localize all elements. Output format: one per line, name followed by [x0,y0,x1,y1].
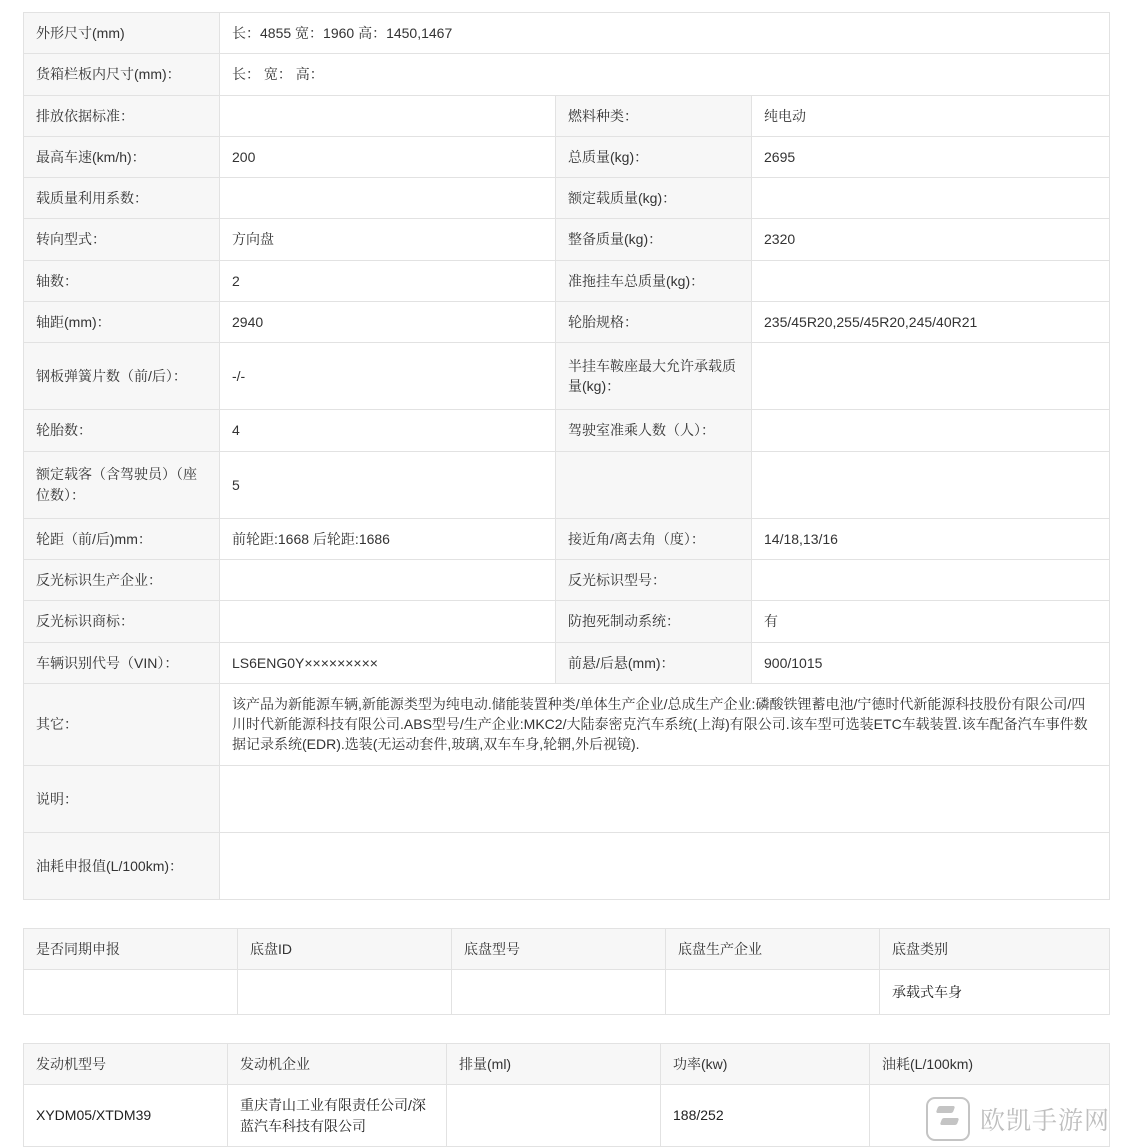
spec-value-other: 该产品为新能源车辆,新能源类型为纯电动.储能装置种类/单体生产企业/总成生产企业:磷酸铁锂蓄电池/宁德时代新能源科技股份有限公司/四川时代新能源科技有限公司.ABS型号/生产企业:MKC2/大陆泰密克汽车系统(上海)有限公司.该车型可选装ETC车载装置.该车配备汽车事件数据记录系统(EDR).选装(无运动套件,玻璃,双车车身,轮辋,外后视镜). [220,683,1110,765]
spec-label: 车辆识别代号（VIN）： [24,642,220,683]
spec-label: 接近角/离去角（度）： [556,518,752,559]
spec-value: 前轮距:1668 后轮距:1686 [220,518,556,559]
spec-value [752,178,1110,219]
spec-value [220,95,556,136]
spec-value: 235/45R20,255/45R20,245/40R21 [752,302,1110,343]
table-row [24,970,1110,1015]
spec-label: 前悬/后悬(mm)： [556,642,752,683]
spec-label: 轴数： [24,260,220,301]
table-row [24,302,1110,343]
table-row [24,642,1110,683]
spec-value [220,178,556,219]
spec-label: 外形尺寸(mm) [24,13,220,54]
spec-value [752,260,1110,301]
spec-value [752,451,1110,518]
table-row [24,343,1110,410]
column-header: 发动机型号 [24,1044,228,1085]
spec-label: 轮胎规格： [556,302,752,343]
document-page [0,12,1132,1147]
table-row [24,178,1110,219]
spec-value: 长： 宽： 高： [220,54,1110,95]
table-cell: XYDM05/XTDM39 [24,1085,228,1147]
table-cell [238,970,452,1015]
spec-label: 燃料种类： [556,95,752,136]
spec-value: 5 [220,451,556,518]
spec-label: 额定载客（含驾驶员）（座位数）： [24,451,220,518]
spec-label: 额定载质量(kg)： [556,178,752,219]
table-cell [870,1085,1110,1147]
table-cell [666,970,880,1015]
spec-label: 整备质量(kg)： [556,219,752,260]
spec-label: 最高车速(km/h)： [24,136,220,177]
spec-value [220,832,1110,899]
chassis-table [23,928,1110,1015]
spec-label: 轮胎数： [24,410,220,451]
spec-label [556,451,752,518]
spec-value: 长：4855 宽：1960 高：1450,1467 [220,13,1110,54]
spec-value: 2940 [220,302,556,343]
column-header: 底盘型号 [452,928,666,969]
table-row [24,136,1110,177]
table-row [24,451,1110,518]
engine-table [23,1043,1110,1147]
spec-value [752,410,1110,451]
table-cell [452,970,666,1015]
table-header-row [24,1044,1110,1085]
table-row [24,765,1110,832]
table-row [24,219,1110,260]
spec-label: 准拖挂车总质量(kg)： [556,260,752,301]
table-row [24,683,1110,765]
column-header: 底盘生产企业 [666,928,880,969]
spec-value [220,559,556,600]
spec-label: 驾驶室准乘人数（人）： [556,410,752,451]
spec-value: 2 [220,260,556,301]
table-row [24,559,1110,600]
spec-label: 轮距（前/后)mm： [24,518,220,559]
table-row [24,601,1110,642]
column-header: 是否同期申报 [24,928,238,969]
spec-value [220,765,1110,832]
spec-label: 货箱栏板内尺寸(mm)： [24,54,220,95]
table-cell [24,970,238,1015]
spec-value: 2320 [752,219,1110,260]
spec-label: 总质量(kg)： [556,136,752,177]
column-header: 底盘类别 [880,928,1110,969]
table-cell [447,1085,661,1147]
spec-value [752,559,1110,600]
table-cell: 承载式车身 [880,970,1110,1015]
vehicle-spec-table [23,12,1110,900]
table-row [24,260,1110,301]
table-cell: 重庆青山工业有限责任公司/深蓝汽车科技有限公司 [228,1085,447,1147]
spec-label: 反光标识生产企业： [24,559,220,600]
table-row [24,54,1110,95]
spec-label: 说明： [24,765,220,832]
table-row [24,1085,1110,1147]
spec-label: 钢板弹簧片数（前/后）： [24,343,220,410]
spec-value: LS6ENG0Y××××××××× [220,642,556,683]
column-header: 排量(ml) [447,1044,661,1085]
spec-label: 轴距(mm)： [24,302,220,343]
table-row [24,518,1110,559]
table-row [24,13,1110,54]
column-header: 功率(kw) [661,1044,870,1085]
column-header: 油耗(L/100km) [870,1044,1110,1085]
spec-label: 反光标识商标： [24,601,220,642]
spec-label: 油耗申报值(L/100km)： [24,832,220,899]
spec-value [220,601,556,642]
table-row [24,410,1110,451]
spec-label: 反光标识型号： [556,559,752,600]
spec-label: 转向型式： [24,219,220,260]
spec-value: 纯电动 [752,95,1110,136]
spec-value: 14/18,13/16 [752,518,1110,559]
column-header: 发动机企业 [228,1044,447,1085]
column-header: 底盘ID [238,928,452,969]
spec-label: 其它： [24,683,220,765]
table-header-row [24,928,1110,969]
watermark-text: 欧凯手游网 [979,1106,1110,1135]
spec-label: 半挂车鞍座最大允许承载质量(kg)： [556,343,752,410]
spec-label: 防抱死制动系统： [556,601,752,642]
spec-value: 4 [220,410,556,451]
spec-value: 方向盘 [220,219,556,260]
spec-label: 排放依据标准： [24,95,220,136]
spec-value: -/- [220,343,556,410]
spec-label: 载质量利用系数： [24,178,220,219]
table-cell: 188/252 [661,1085,870,1147]
spec-value [752,343,1110,410]
spec-value: 有 [752,601,1110,642]
spec-value: 2695 [752,136,1110,177]
table-row [24,832,1110,899]
spec-value: 900/1015 [752,642,1110,683]
table-row [24,95,1110,136]
spec-value: 200 [220,136,556,177]
